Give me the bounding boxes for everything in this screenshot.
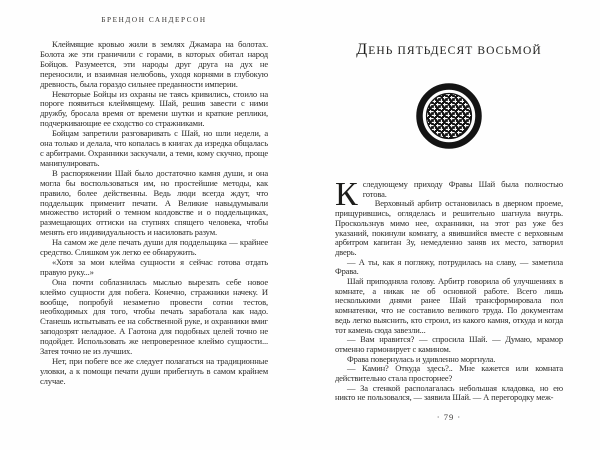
left-page [40,0,268,450]
paragraph: Нет, при побеге все же следует полагаться на традиционные уловки, а к помощи печати души прибегнуть в самом крайнем случае. [40,356,268,386]
paragraph: Фрава повернулась и удивленно моргнула. [347,353,496,364]
paragraph: На самом же деле печать души для поддельщика — крайнее средство. Слишком уж легко ее обнаружить. [40,237,268,258]
page-number: · 79 · [436,412,462,422]
paragraph: — За стенкой располагалась небольшая кладовка, но ею никто не пользовался, — заявила Шай. — А перегородку меж- [335,382,563,403]
paragraph: — А ты, как я погляжу, потрудилась на славу, — заметила Фрава. [335,256,563,277]
paragraph: Верховный арбитр остановилась в дверном проеме, прищурившись, огляделась и решительно шагнула внутрь. Проскользнув мимо нее, охранники, на этот раз уже без указаний, покинули комнату, а явившийся вместе с верховным арбитром капитан Зу, немедленно заняв их место, затворил дверь. [335,198,563,257]
paragraph: Некоторые Бойцы из охраны не таясь кривились, стоило на пороге появиться клеймящему. Шай, решив завести с ними дружбу, бросала время от времени шутки и краткие реплики, подчеркивающие ее сходство со стражниками. [40,88,268,129]
chapter-title: ДЕНЬ ПЯТЬДЕСЯТ ВОСЬМОЙ [356,41,542,58]
paragraph: — Вам нравится? — спросила Шай. — Думаю, мрамор отменно гармонирует с камином. [335,334,563,354]
chapter-ornament [415,82,483,150]
paragraph: — Камин? Откуда здесь?.. Мне кажется или комната действительно стала просторнее? [335,363,563,384]
paragraph: Клеймящие кровью жили в землях Джамара на болотах. Болота же эти граничили с горами, в которых обитал народ Бойцов. Разумеется, эти народы друг друга на дух не переносили, и взаимная нелюбовь, уходя корнями в глубокую древность, была гораздо сильнее преданности империи. [40,39,268,89]
paragraph: Шай приподняла голову. Арбитр говорила об улучшениях в комнате, а никак не об основной работе. Всего лишь несколькими днями ранее Шай трансформировала пол комнатенки, что не составило великого труда. По документам ведь легко выяснить, кто строил, из какого камня, откуда и когда тот камень сюда завезли... [335,276,563,335]
right-page-body [335,180,563,403]
right-page [335,0,563,450]
paragraph: «Хотя за мои клейма сущности я сейчас готова отдать правую руку...» [40,256,268,277]
running-header-author: БРЕНДОН САНДЕРСОН [101,16,207,24]
seal-icon [415,82,483,150]
paragraph: В распоряжении Шай было достаточно камня души, и она могла бы воспользоваться им, но простейшие методы, как правило, более действенны. Ведь люди всегда ждут, что поддельщик применит печати. А Великие навыдумывали множество историй о темном колдовстве и о поддельщиках, размещающих оттиски на ступнях спящего человека, чтобы менять его индивидуальность и насиловать разум. [40,167,268,238]
paragraph: следующему приходу Фравы Шай была полностью готова. [362,180,563,199]
left-page-body [40,40,268,387]
drop-cap: К [335,180,358,213]
paragraph: Бойцам запретили разговаривать с Шай, но шли недели, а она только и делала, что копалась в книгах да изредка общалась с арбитрами. Охранники заскучали, а теми, кому скучно, проще манипулировать. [40,128,268,168]
paragraph: Она почти соблазнилась мыслью вырезать себе новое клеймо сущности для побега. Конечно, стражники начеку. И вообще, попробуй незаметно провести сотни тестов, необходимых для того, чтобы печать заработала как надо. Станешь испытывать ее на собственной руке, и охранники вмиг заподозрят неладное. А Гаотона для подобных целей точно не подойдет. Использовать же непроверенное клеймо сущности... Затея точно не из лучших. [40,276,268,357]
